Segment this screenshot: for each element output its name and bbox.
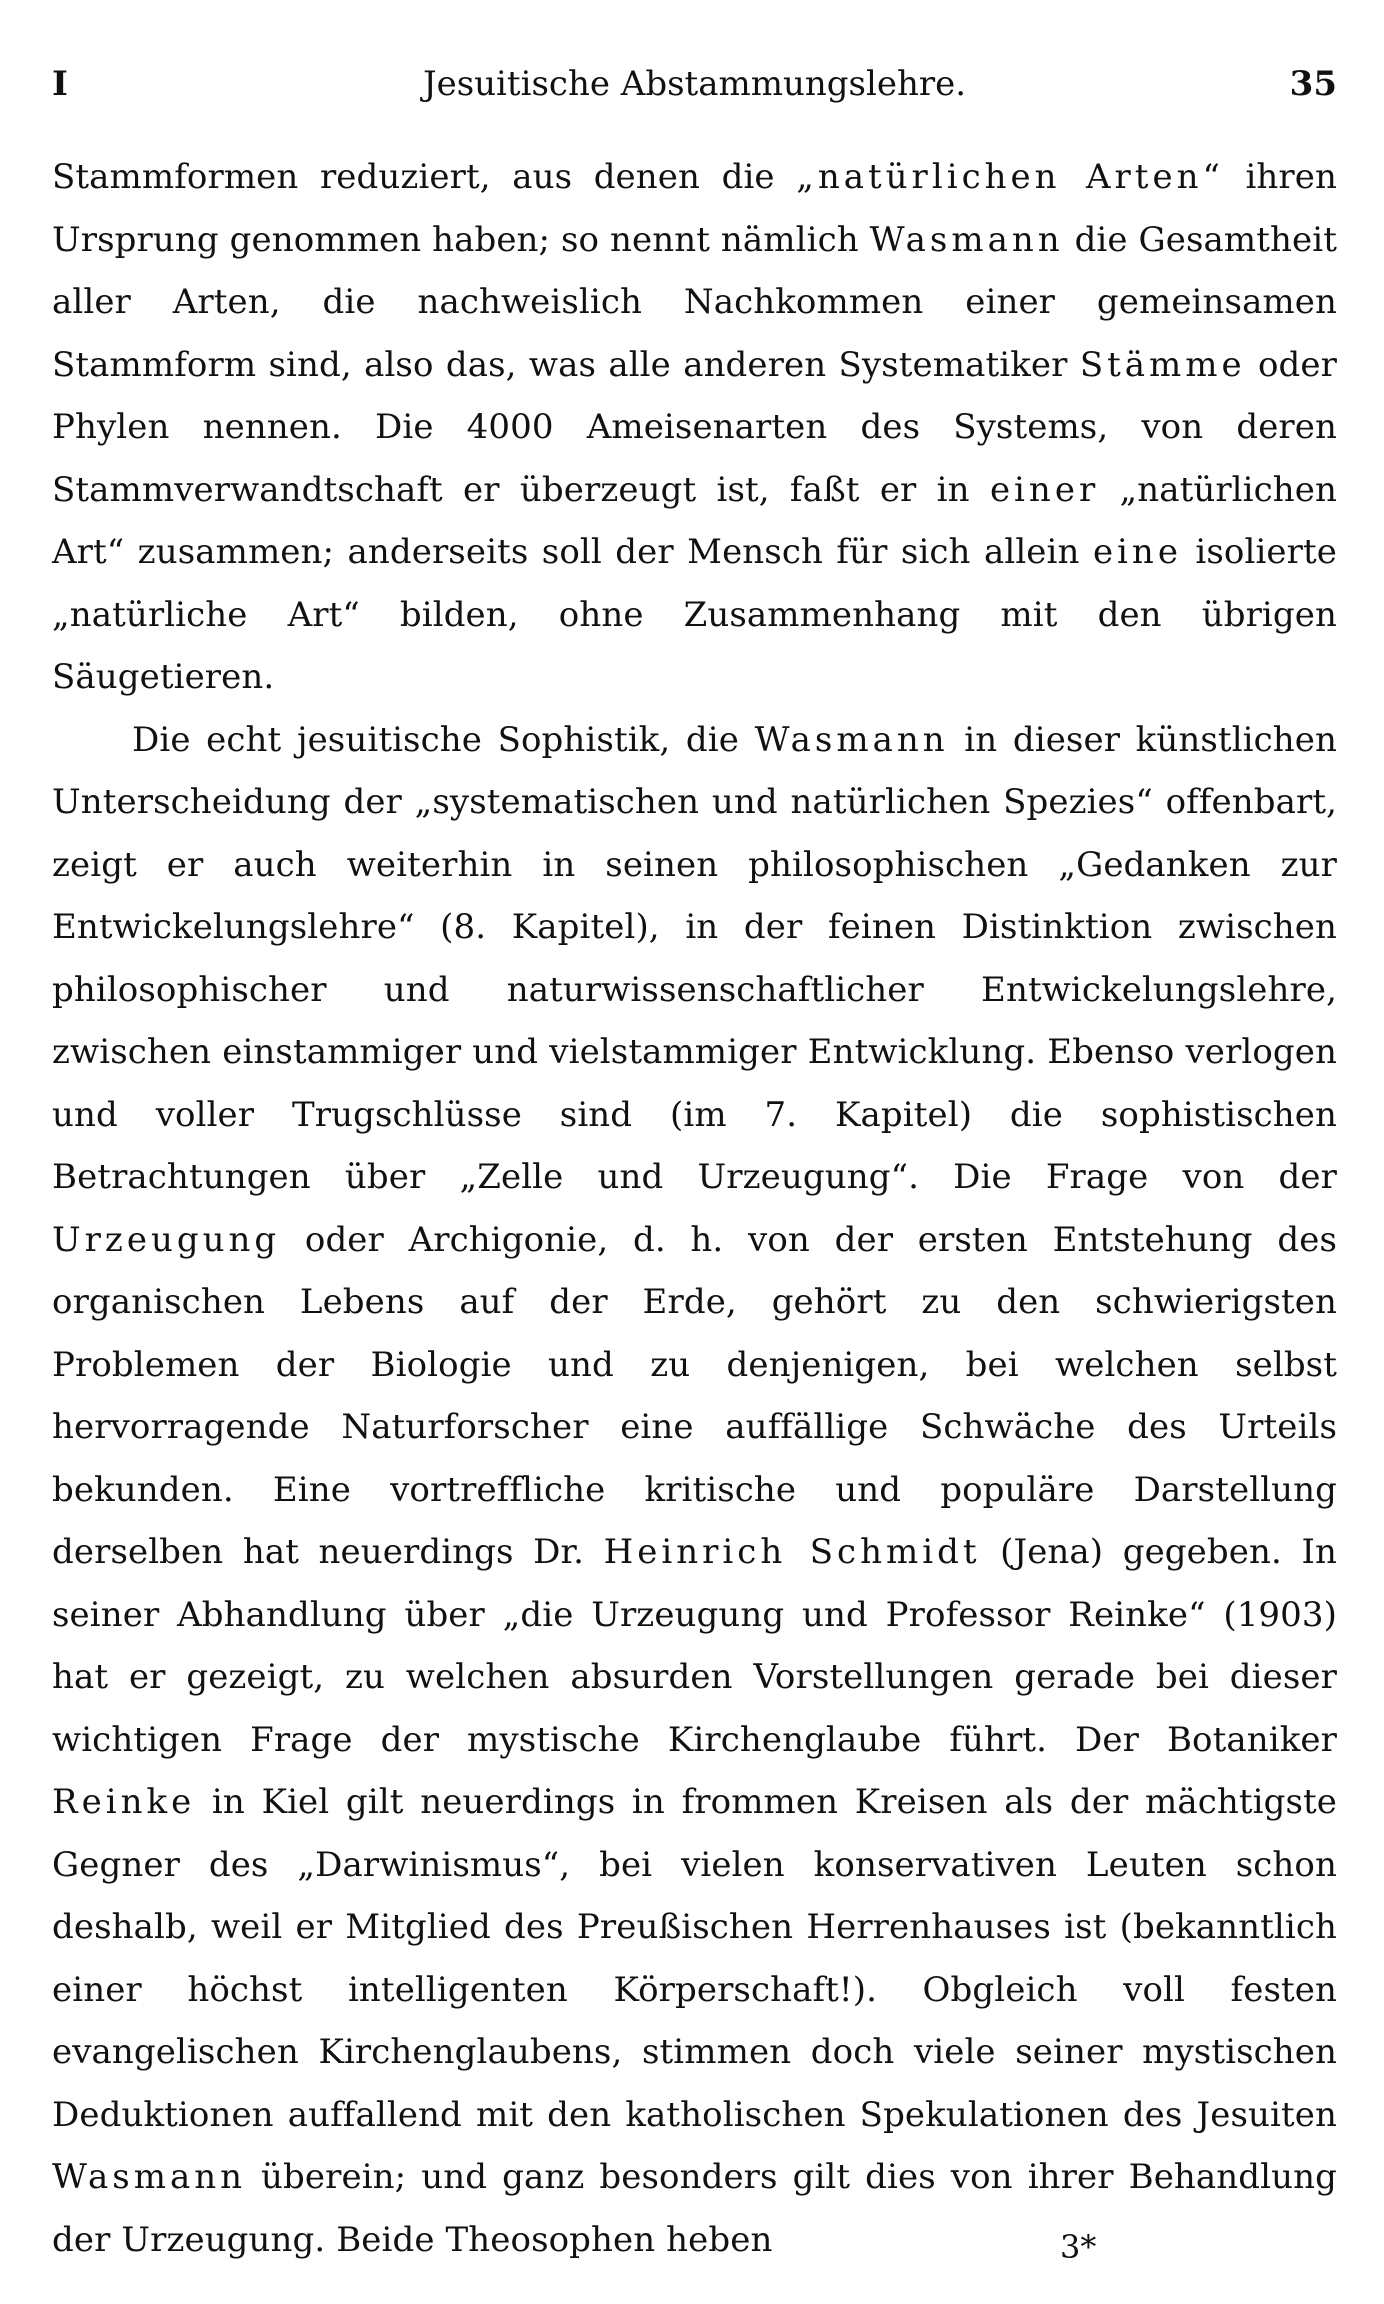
emphasized-text: Urzeugung xyxy=(52,1219,281,1260)
emphasized-text: einer xyxy=(989,469,1100,510)
emphasized-name: Wasmann xyxy=(52,2157,247,2197)
running-title: Jesuitische Abstammungslehre. xyxy=(422,64,967,104)
emphasized-name: Heinrich Schmidt xyxy=(603,1532,981,1572)
running-head xyxy=(52,60,1337,108)
text-run: isolierte „natürliche Art“ bilden, ohne Zusammenhang mit den übrigen Säugetieren. xyxy=(52,532,1337,697)
emphasized-name: Reinke xyxy=(52,1782,196,1822)
emphasized-text: eine xyxy=(1092,532,1182,572)
emphasized-text: „natürlichen Arten“ xyxy=(796,157,1224,197)
text-run: oder Phylen nennen. Die 4000 Ameisenarten des Systems, von deren Stammverwandtschaft er überzeugt ist, faßt er in xyxy=(52,344,1337,510)
text-run: überein; und ganz besonders gilt dies von ihrer Behandlung der Urzeugung. Beide Theosophen heben xyxy=(52,2157,1337,2260)
text-run: in Kiel gilt neuerdings in frommen Kreisen als der mächtigste Gegner des „Darwinismus“, bei vielen konservativen Leuten schon deshalb, weil er Mitglied des Preußischen Herrenhauses ist (bekanntlich einer höchst intelligenten Körperschaft!). Obgleich voll festen evangelischen Kirchenglaubens, stimmen doch viele seiner mystischen Deduktionen auffallend mit den katholischen Spekulationen des Jesuiten xyxy=(52,1782,1337,2135)
signature-mark: 3* xyxy=(1060,2228,1097,2266)
text-run: die Gesamtheit aller Arten, die nachweislich Nachkommen einer gemeinsamen Stammform sind, also das, was alle anderen Systematiker xyxy=(52,219,1337,385)
emphasized-text: Stämme xyxy=(1079,344,1246,385)
text-run: Die echt jesuitische Sophistik, die xyxy=(132,719,755,760)
text-run: in dieser künstlichen Unterscheidung der „systematischen und natürlichen Spezies“ offenbart, zeigt er auch weiterhin in seinen philosophischen „Gedanken zur Entwickelungslehre“ (8. Kapitel), in der feinen Distinktion zwischen philosophischer und naturwissenschaftlicher Entwickelungslehre, zwischen einstammiger und vielstammiger Entwicklung. Ebenso verlogen und voller Trugschlüsse sind (im 7. Kapitel) die sophistischen Betrachtungen über „Zelle und Urzeugung“. Die Frage von der xyxy=(52,719,1337,1197)
paragraph-2 xyxy=(52,709,1337,2272)
page-number: 35 xyxy=(1289,64,1337,104)
chapter-number: I xyxy=(52,64,68,104)
text-run: Stammformen reduziert, aus denen die xyxy=(52,157,797,197)
paragraph-1 xyxy=(52,146,1337,709)
body-text xyxy=(52,146,1337,2271)
emphasized-name: Wasmann xyxy=(754,719,949,760)
text-run: oder Archigonie, d. h. von der ersten Entstehung des organischen Lebens auf der Erde, gehört zu den schwierigsten Problemen der Biologie und zu denjenigen, bei welchen selbst hervorragende Naturforscher eine auffällige Schwäche des Urteils bekunden. Eine vortreffliche kritische und populäre Darstellung derselben hat neuerdings Dr. xyxy=(52,1219,1337,1572)
text-run: „natürlichen Art“ zusammen; anderseits soll der Mensch für sich allein xyxy=(52,469,1337,572)
emphasized-name: Wasmann xyxy=(869,219,1064,260)
book-page xyxy=(52,60,1337,2271)
text-run: ihren Ursprung genommen haben; so nennt nämlich xyxy=(52,157,1337,260)
text-run: (Jena) gegeben. In seiner Abhandlung über „die Urzeugung und Professor Reinke“ (1903) hat er gezeigt, zu welchen absurden Vorstellungen gerade bei dieser wichtigen Frage der mystische Kirchenglaube führt. Der Botaniker xyxy=(52,1532,1337,1760)
